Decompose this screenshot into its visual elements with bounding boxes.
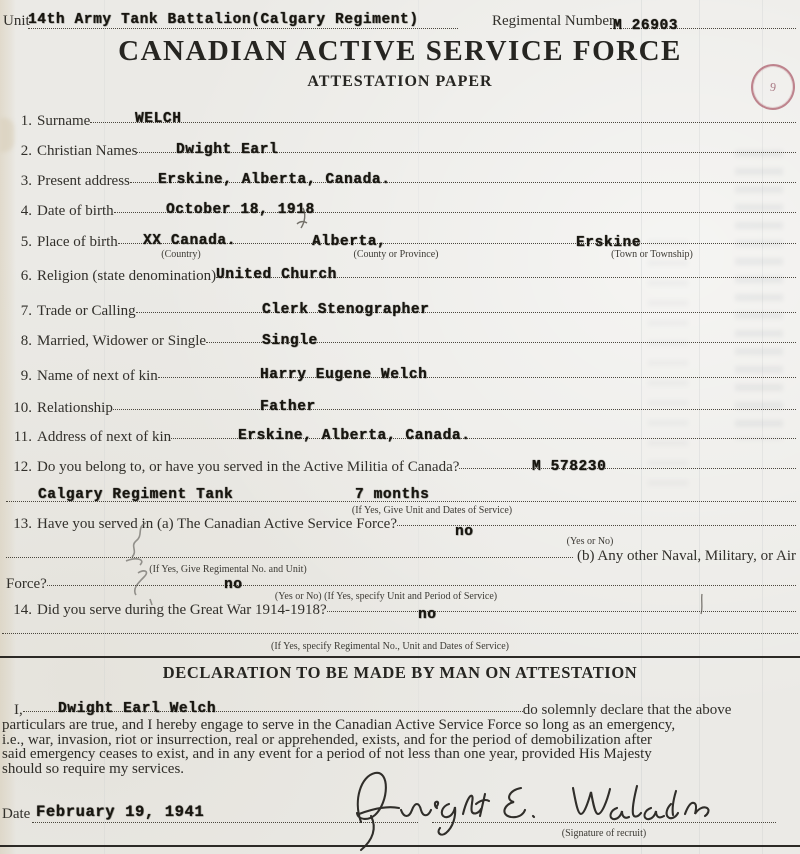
item-label: Have you served in (a) The Canadian Active Service Force? [37,516,397,532]
present-address-value: Erskine, Alberta, Canada. [158,172,391,188]
form-row-relationship [6,400,796,417]
dotted-line [90,122,796,123]
form-row-christian-names [6,143,796,160]
item-label: Married, Widower or Single [37,333,207,349]
regimental-unit-caption: (If Yes, Give Regimental No. and Unit) [149,564,307,575]
force-caption: (Yes or No) (If Yes, specify Unit and Period of Service) [274,591,498,602]
regimental-number-value: M 26903 [613,18,679,34]
trade-value: Clerk Stenographer [262,302,430,318]
birth-town-value: Erskine [576,235,642,251]
declaration-body-line: should so require my services. [2,760,185,777]
item-number: 12. [13,459,32,475]
form-row-other-service [6,548,796,565]
declaration-intro-prefix: I, [14,702,23,718]
item-number: 10. [13,400,32,416]
signature [345,758,735,852]
form-row-great-war [6,602,796,619]
item-label: Present address [37,173,130,189]
item-label: Relationship [37,400,113,416]
item-number: 14. [13,602,32,618]
surname-value: WELCH [135,111,182,127]
militia-caption: (If Yes, Give Unit and Dates of Service) [351,505,513,516]
form-title: CANADIAN ACTIVE SERVICE FORCE [118,35,682,67]
dotted-line [47,585,796,586]
birth-country-value: XX Canada. [143,233,237,249]
declaration-intro-suffix: do solemnly declare that the above [522,702,732,718]
form-row-present-address [6,173,796,190]
pen-mark [293,206,313,234]
signature-caption: (Signature of recruit) [561,828,647,839]
item-number: 7. [20,303,32,319]
form-row-active-militia [6,459,796,476]
militia-unit-value: Calgary Regiment Tank [38,487,234,503]
declaration-name-value: Dwight Earl Welch [58,701,217,717]
unit-value: 14th Army Tank Battalion(Calgary Regiment) [28,12,419,28]
item-number: 3. [20,173,32,189]
kin-address-value: Erskine, Alberta, Canada. [238,428,471,444]
declaration-heading: DECLARATION TO BE MADE BY MAN ON ATTESTATION [162,663,638,682]
dotted-line [459,468,796,469]
bleed-through-artifact [735,150,783,440]
item-label: Do you belong to, or have you served in the Active Militia of Canada? [37,459,460,475]
item-number: 9. [20,368,32,384]
country-caption: (Country) [161,249,201,260]
separator-line [0,656,800,658]
item-number: 4. [20,203,32,219]
item-number: 2. [20,143,32,159]
item-label: Christian Names [37,143,138,159]
bottom-rule [0,845,800,847]
item-label: Address of next of kin [37,429,172,445]
form-subtitle: ATTESTATION PAPER [307,73,493,90]
unit-dotted-line [28,28,458,29]
casf-answer-value: no [455,524,474,540]
dotted-line [136,312,796,313]
relationship-value: Father [260,399,316,415]
item-label: Did you serve during the Great War 1914-1918? [37,602,327,618]
date-value: February 19, 1941 [36,803,205,821]
item-label: Force? [6,576,47,592]
item-label: Religion (state denomination) [37,268,217,284]
marital-status-value: Single [262,333,318,349]
item-label: Surname [37,113,91,129]
dotted-line [327,611,796,612]
item-number: 5. [20,234,32,250]
dotted-line [113,409,796,410]
item-label: (b) Any other Naval, Military, or Air [577,548,796,564]
great-war-answer-value: no [418,607,437,623]
item-number: 13. [13,516,32,532]
religion-value: United Church [216,267,337,283]
form-row-date-of-birth [6,203,796,220]
next-of-kin-value: Harry Eugene Welch [260,367,428,383]
dotted-line [6,557,573,558]
militia-duration-value: 7 months [355,487,430,503]
declaration-body-line: said emergency ceases to exist, and in any event for a period of not less than one year, provided His Majesty [2,746,652,763]
circular-stamp [748,61,798,113]
town-township-caption: (Town or Township) [611,249,693,260]
great-war-caption: (If Yes, specify Regimental No., Unit and Dates of Service) [271,641,509,652]
yes-or-no-caption: (Yes or No) [566,536,614,547]
declaration-body-line: i.e., war, invasion, riot or insurrection, real or apprehended, exists, and for the period of demobilization after [2,731,653,748]
county-province-caption: (County or Province) [353,249,439,260]
declaration-body-line: particulars are true, and I hereby engage to serve in the Canadian Active Service Force so long as an emergency, [2,717,676,733]
form-row-marital-status [6,333,796,350]
pen-mark [697,592,707,616]
item-label: Trade or Calling [37,303,136,319]
item-label: Name of next of kin [37,368,158,384]
date-label: Date [2,806,31,822]
stamp-digit: 9 [769,79,778,94]
form-row-religion [6,268,796,285]
dotted-line [158,377,796,378]
item-label: Place of birth [37,234,118,250]
other-service-answer-value: no [224,577,243,593]
item-number: 8. [20,333,32,349]
unit-label: Unit [3,13,30,29]
militia-number-value: M 578230 [532,459,607,475]
birth-province-value: Alberta, [312,234,387,250]
item-number: 1. [20,113,32,129]
regimental-number-label: Regimental Number [492,13,615,29]
item-number: 11. [13,429,32,445]
christian-names-value: Dwight Earl [176,142,279,158]
item-label: Date of birth [37,203,114,219]
form-row-surname [6,113,796,130]
answer-dotted-line [2,633,798,634]
item-number: 6. [20,268,32,284]
date-of-birth-value: October 18, 1918 [166,202,315,218]
